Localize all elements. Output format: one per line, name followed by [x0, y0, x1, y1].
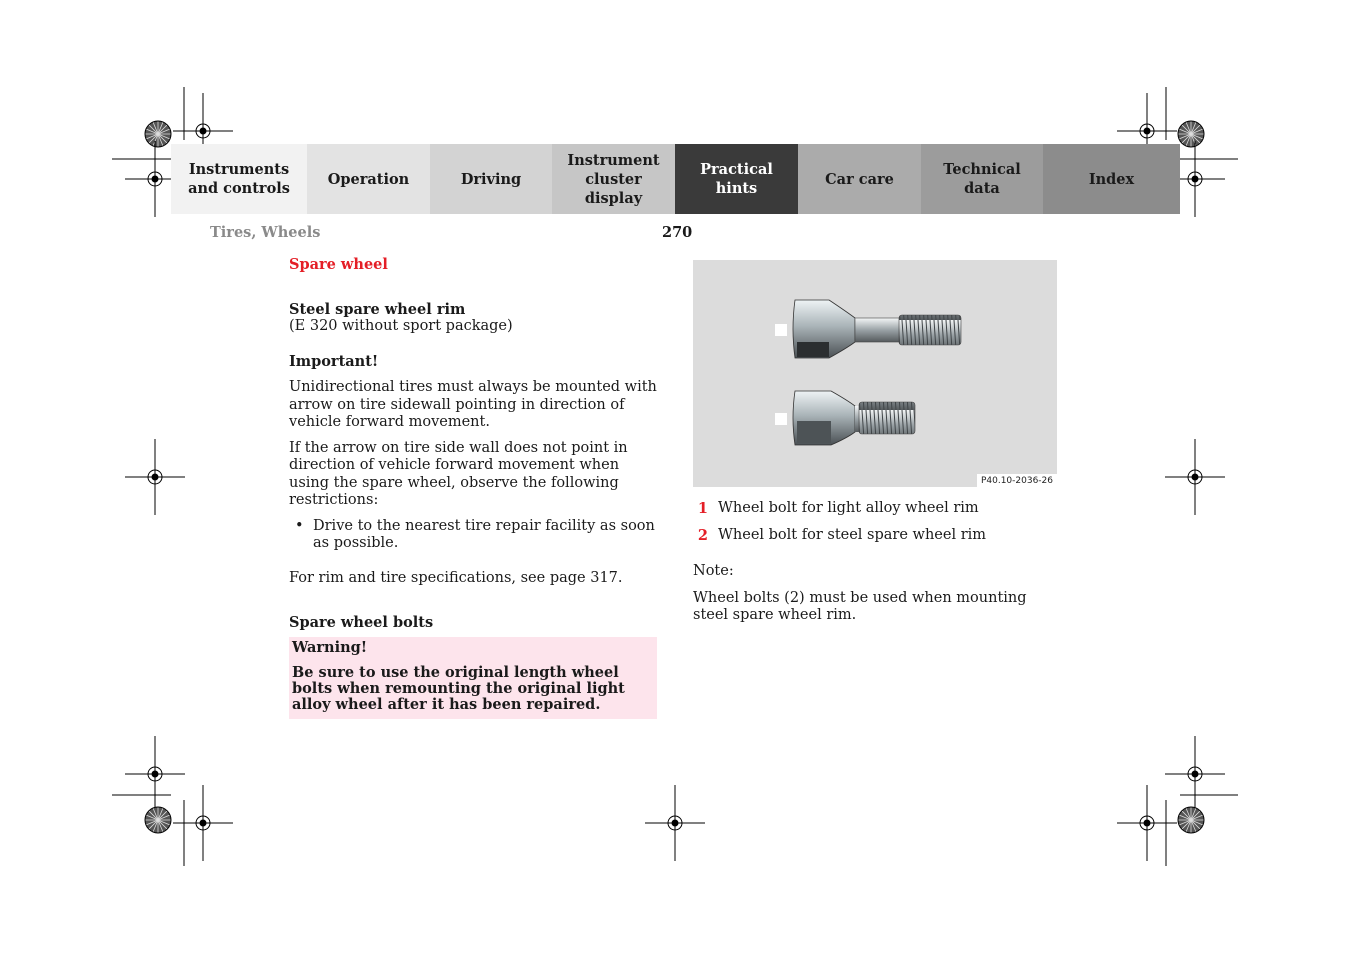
- page-heading: Spare wheel: [289, 256, 388, 273]
- tab-label-line2: cluster display: [584, 170, 643, 207]
- note-text: Wheel bolts (2) must be used when mounting steel spare wheel rim.: [693, 589, 1027, 623]
- tab-label-line1: Technical: [943, 161, 1021, 178]
- list-item: [693, 527, 1057, 545]
- callout-box-2: [775, 413, 787, 425]
- warning-text: Be sure to use the original length wheel bolts when remounting the original light alloy wheel after it has been repaired.: [292, 664, 625, 713]
- section-nav: [171, 144, 1180, 214]
- tab-label-line1: Driving: [460, 170, 522, 188]
- spec-reference: For rim and tire specifications, see page 317.: [289, 569, 623, 586]
- tab-label-line2: and controls: [188, 180, 290, 197]
- wheel-bolts-figure: [693, 260, 1057, 487]
- bolts-heading: Spare wheel bolts: [289, 614, 434, 631]
- bullet-text: Drive to the nearest tire repair facility as soon as possible.: [313, 517, 655, 551]
- tab-label-line1: Car care: [825, 170, 894, 188]
- note-label: Note:: [693, 563, 734, 579]
- warning-label: Warning!: [292, 639, 368, 656]
- legend-number: 1: [697, 500, 708, 517]
- section-title: Tires, Wheels: [210, 224, 321, 241]
- tab-label-line1: Instrument: [567, 151, 660, 169]
- tab-label-line1: Practical hints: [700, 161, 773, 197]
- wheel-bolts-illustration: [693, 260, 1057, 487]
- tab-label-line1: Instruments: [188, 161, 290, 178]
- tab-technical-data[interactable]: [921, 144, 1043, 214]
- figure-code: P40.10-2036-26: [977, 474, 1057, 487]
- steel-rim-subtitle: (E 320 without sport package): [289, 318, 513, 334]
- wheel-bolt-2: [793, 391, 915, 445]
- paragraph-arrow-direction: If the arrow on tire side wall does not point in direction of vehicle forward movement when using the spare wheel, observe the following restrictions:: [289, 439, 628, 508]
- figure-legend: [693, 500, 1057, 553]
- warning-box: [289, 637, 657, 719]
- paragraph-unidirectional: Unidirectional tires must always be mounted with arrow on tire sidewall pointing in direction of vehicle forward movement.: [289, 379, 657, 430]
- list-item: [693, 500, 1057, 518]
- main-content: [289, 256, 659, 632]
- page-number: 270: [662, 224, 693, 241]
- list-item: [289, 518, 659, 553]
- tab-label-line1: Index: [1088, 170, 1135, 188]
- note-block: [693, 563, 1057, 625]
- legend-number: 2: [697, 526, 708, 544]
- tab-car-care[interactable]: [798, 144, 921, 214]
- wheel-bolt-1: [793, 300, 961, 358]
- tab-label-line1: Operation: [327, 170, 410, 188]
- legend-text: Wheel bolt for light alloy wheel rim: [718, 500, 979, 516]
- tab-operation[interactable]: [307, 144, 430, 214]
- tab-instruments-and-controls[interactable]: [171, 144, 307, 214]
- callout-box-1: [775, 324, 787, 336]
- bullet-glyph: •: [295, 517, 304, 534]
- tab-practical-hints[interactable]: [675, 144, 798, 214]
- legend-text: Wheel bolt for steel spare wheel rim: [718, 526, 987, 543]
- tab-index[interactable]: [1043, 144, 1180, 214]
- steel-rim-heading: Steel spare wheel rim: [289, 300, 466, 318]
- tab-instrument-cluster-display[interactable]: [552, 144, 675, 214]
- tab-label-line2: data: [964, 180, 1000, 197]
- tab-driving[interactable]: [430, 144, 552, 214]
- important-label: Important!: [289, 352, 379, 370]
